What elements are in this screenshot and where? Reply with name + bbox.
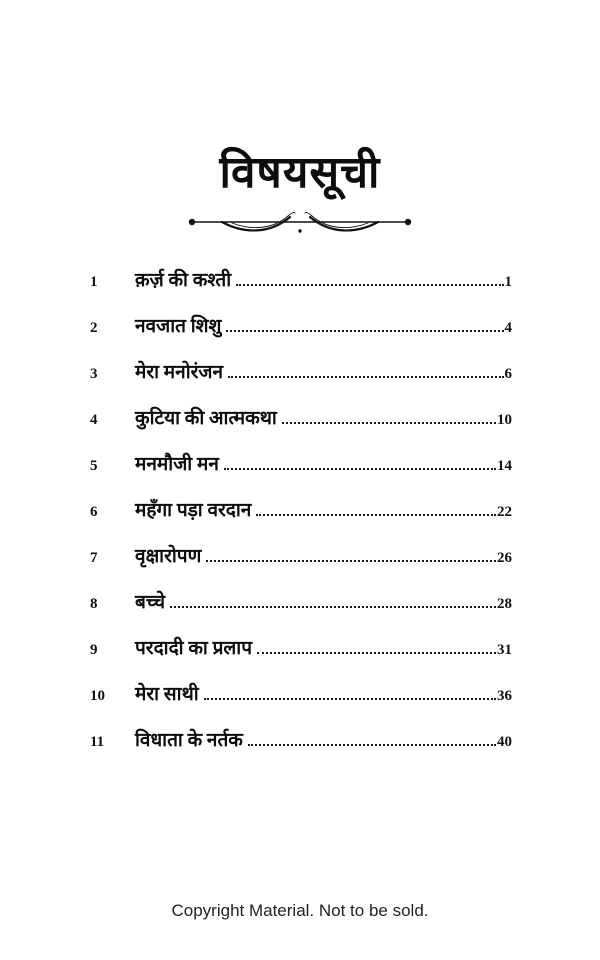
toc-entry-number: 7 (90, 550, 98, 566)
toc-entry-number: 11 (90, 734, 105, 750)
toc-entry (90, 592, 512, 614)
dotted-leader (257, 652, 496, 654)
toc-entry-page: 28 (497, 596, 512, 612)
toc-entry-page: 14 (497, 458, 512, 474)
toc-entry-page: 4 (504, 320, 512, 336)
toc-entry-page: 36 (497, 688, 512, 704)
page-title: विषयसूची (219, 148, 381, 197)
dotted-leader (206, 560, 496, 562)
toc-entry-number: 2 (90, 320, 98, 336)
dotted-leader (248, 744, 496, 746)
toc-entry-title: मेरा मनोरंजन (135, 362, 224, 383)
toc-entry-number: 3 (90, 366, 98, 382)
toc-entry-number: 8 (90, 596, 98, 612)
toc-entry-number: 10 (90, 688, 105, 704)
toc-entry-title: मनमौजी मन (135, 454, 219, 475)
toc-entry (90, 454, 512, 476)
toc-entry-title: नवजात शिशु (135, 316, 222, 337)
dotted-leader (282, 422, 496, 424)
toc-entry (90, 500, 512, 522)
toc-entry-page: 6 (504, 366, 512, 382)
toc-entry-title: बच्चे (135, 592, 166, 613)
dotted-leader (236, 284, 503, 286)
toc-entry-title: क़र्ज़ की कश्ती (135, 270, 232, 291)
toc-entry-page: 40 (497, 734, 512, 750)
dotted-leader (170, 606, 496, 608)
toc-entry-title: वृक्षारोपण (135, 546, 202, 567)
copyright-notice: Copyright Material. Not to be sold. (171, 901, 429, 920)
toc-entry-page: 10 (497, 412, 512, 428)
dotted-leader (256, 514, 496, 516)
toc-entry-title: कुटिया की आत्मकथा (135, 408, 277, 429)
toc-entry-title: महँगा पड़ा वरदान (135, 500, 252, 521)
toc-entry (90, 362, 512, 384)
toc-entry-title: विधाता के नर्तक (135, 730, 243, 751)
decorative-flourish-divider (182, 206, 418, 244)
dotted-leader (204, 698, 496, 700)
toc-entry (90, 408, 512, 430)
toc-entry (90, 316, 512, 338)
toc-entry-number: 4 (90, 412, 98, 428)
toc-list (90, 270, 512, 776)
toc-entry-page: 31 (497, 642, 512, 658)
toc-entry-page: 1 (504, 274, 512, 290)
toc-entry-number: 9 (90, 642, 98, 658)
toc-entry-page: 22 (497, 504, 512, 520)
toc-entry (90, 684, 512, 706)
toc-entry-number: 6 (90, 504, 98, 520)
toc-entry-number: 5 (90, 458, 98, 474)
toc-entry (90, 270, 512, 292)
toc-entry (90, 730, 512, 752)
toc-entry (90, 546, 512, 568)
dotted-leader (228, 376, 503, 378)
toc-entry-title: परदादी का प्रलाप (135, 638, 253, 659)
dotted-leader (224, 468, 496, 470)
toc-entry-title: मेरा साथी (135, 684, 199, 705)
dotted-leader (226, 330, 503, 332)
toc-entry-number: 1 (90, 274, 98, 290)
toc-entry (90, 638, 512, 660)
toc-entry-page: 26 (497, 550, 512, 566)
